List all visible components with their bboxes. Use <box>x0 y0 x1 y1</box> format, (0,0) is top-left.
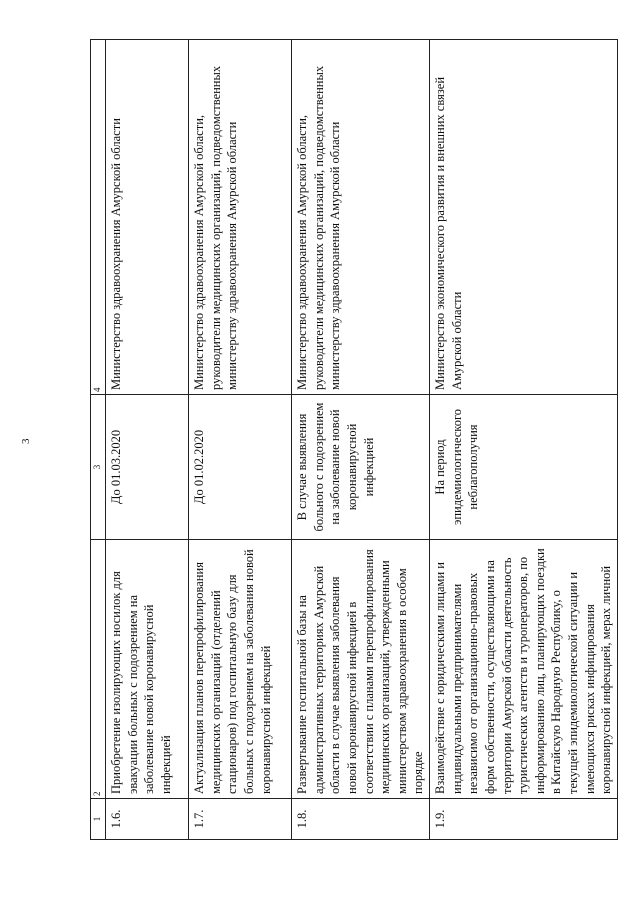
row-responsible: Министерство экономического развития и внешних связей Амурской области <box>430 40 618 395</box>
measures-table <box>90 39 618 840</box>
table-row <box>292 40 430 840</box>
row-number: 1.7. <box>189 799 292 840</box>
table-row <box>106 40 189 840</box>
measures-table-frame <box>90 60 626 840</box>
table-row <box>430 40 618 840</box>
row-number: 1.6. <box>106 799 189 840</box>
row-number: 1.8. <box>292 799 430 840</box>
row-deadline: До 01.02.2020 <box>189 395 292 540</box>
header-col-3: 3 <box>91 395 106 540</box>
row-responsible: Министерство здравоохранения Амурской области <box>106 40 189 395</box>
row-activity: Актуализация планов перепрофилирования медицинских организаций (отделений стационаров) под госпитальную базу для больных с подозрением на заболевания новой коронавирусной инфекцией <box>189 540 292 799</box>
row-activity: Приобретение изолирующих носилок для эвакуации больных с подозрением на заболевание новой коронавирусной инфекцией <box>106 540 189 799</box>
row-activity: Развертывание госпитальной базы на административных территориях Амурской области в случае выявления заболевания новой коронавирусной инфекцией в соответствии с планами перепрофилирования медицинских организаций, утвержденными министерством здравоохранения в особом порядке <box>292 540 430 799</box>
row-deadline: До 01.03.2020 <box>106 395 189 540</box>
header-col-2: 2 <box>91 540 106 799</box>
row-responsible: Министерство здравоохранения Амурской области, руководители медицинских организаций, подведомственных министерству здравоохранения Амурской области <box>189 40 292 395</box>
row-responsible: Министерство здравоохранения Амурской области, руководители медицинских организаций, подведомственных министерству здравоохранения Амурской области <box>292 40 430 395</box>
row-deadline: На период эпидемиологического неблагополучия <box>430 395 618 540</box>
page-number: 3 <box>20 438 32 444</box>
row-deadline: В случае выявления больного с подозрением на заболевание новой коронавирусной инфекцией <box>292 395 430 540</box>
header-col-4: 4 <box>91 40 106 395</box>
header-row <box>91 40 106 840</box>
row-number: 1.9. <box>430 799 618 840</box>
header-col-1: 1 <box>91 799 106 840</box>
table-row <box>189 40 292 840</box>
row-activity: Взаимодействие с юридическими лицами и индивидуальными предпринимателями независимо от организационно-правовых форм собственности, осуществляющими на территории Амурской области деятельность туристических агентств и туроператоров, по информированию лиц, планирующих поездки в Китайскую Народную Республику, о текущей эпидемиологической ситуации и имеющихся рисках инфицирования коронавирусной инфекцией, мерах личной <box>430 540 618 799</box>
